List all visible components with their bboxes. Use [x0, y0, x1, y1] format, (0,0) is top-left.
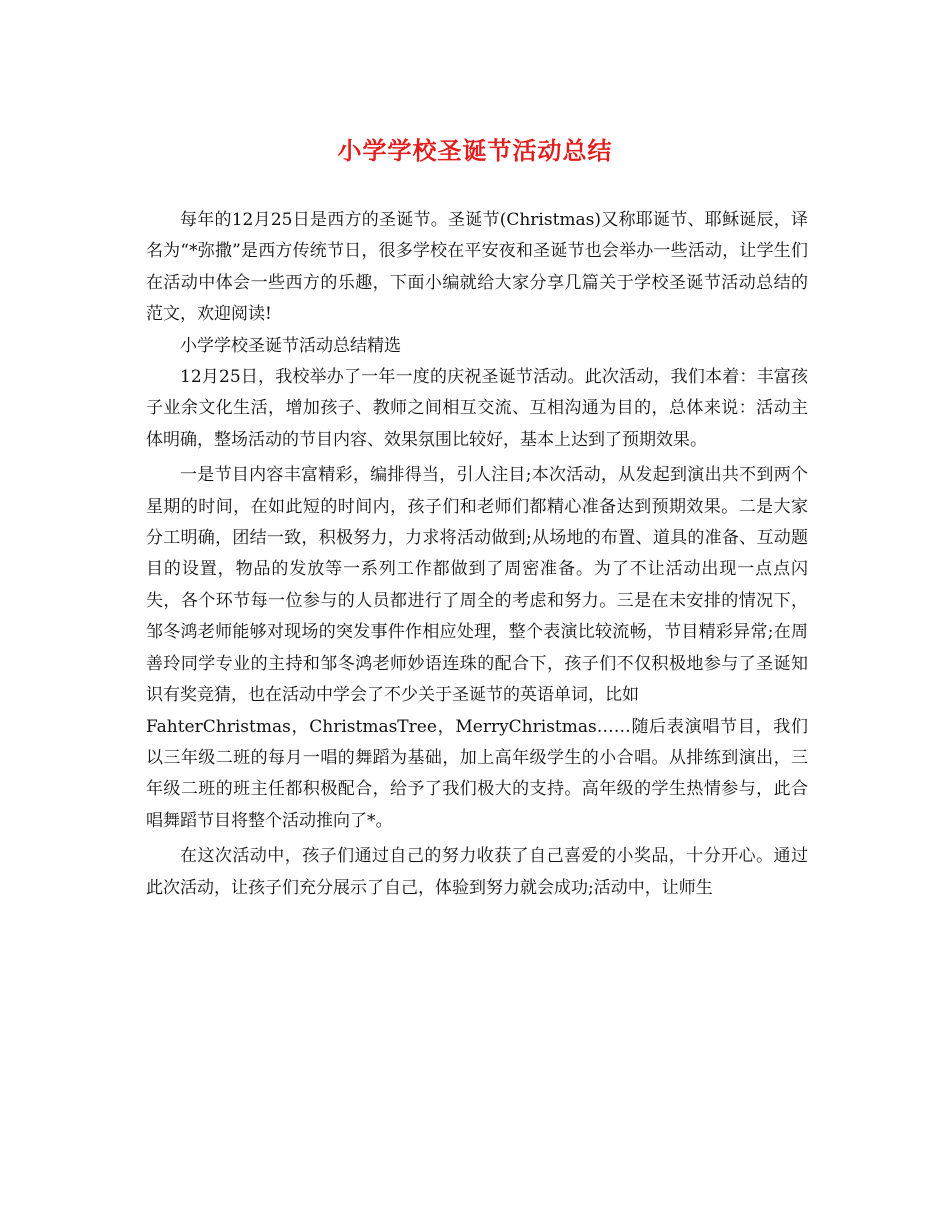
section-heading: 小学学校圣诞节活动总结精选 [180, 335, 401, 356]
body-paragraph-2: 一是节目内容丰富精彩，编排得当，引人注目;本次活动，从发起到演出共不到两个星期的时间，在如此短的时间内，孩子们和老师们都精心准备达到预期效果。二是大家分工明确，团结一致，积极努力，力求将活动做到;从场地的布置、道具的准备、互动题目的设置，物品的发放等一系列工作都做到了周密准备。为了不让活动出现一点点闪失，各个环节每一位参与的人员都进行了周全的考虑和努力。三是在未安排的情况下，邹冬鸿老师能够对现场的突发事件作相应处理，整个表演比较流畅，节目精彩异常;在周善玲同学专业的主持和邹冬鸿老师妙语连珠的配合下，孩子们不仅积极地参与了圣诞知识有奖竞猜，也在活动中学会了不少关于圣诞节的英语单词，比如 [146, 465, 808, 706]
document-body [146, 205, 808, 904]
body-paragraph-3: FahterChristmas，ChristmasTree，MerryChristmas……随后表演唱节目，我们以三年级二班的每月一唱的舞蹈为基础，加上高年级学生的小合唱。从排练到演出，三年级二班的班主任都积极配合，给予了我们极大的支持。高年级的学生热情参与，此合唱舞蹈节目将整个活动推向了*。 [146, 716, 808, 831]
intro-paragraph: 每年的12月25日是西方的圣诞节。圣诞节(Christmas)又称耶诞节、耶稣诞辰，译名为“*弥撒”是西方传统节日，很多学校在平安夜和圣诞节也会举办一些活动，让学生们在活动中体会一些西方的乐趣，下面小编就给大家分享几篇关于学校圣诞节活动总结的范文，欢迎阅读! [146, 210, 808, 325]
document-title: 小学学校圣诞节活动总结 [337, 136, 613, 165]
body-paragraph-4: 在这次活动中，孩子们通过自己的努力收获了自己喜爱的小奖品，十分开心。通过此次活动，让孩子们充分展示了自己，体验到努力就会成功;活动中，让师生 [146, 846, 808, 898]
body-paragraph-1: 12月25日，我校举办了一年一度的庆祝圣诞节活动。此次活动，我们本着：丰富孩子业余文化生活，增加孩子、教师之间相互交流、互相沟通为目的，总体来说：活动主体明确，整场活动的节目内容、效果氛围比较好，基本上达到了预期效果。 [146, 367, 808, 450]
